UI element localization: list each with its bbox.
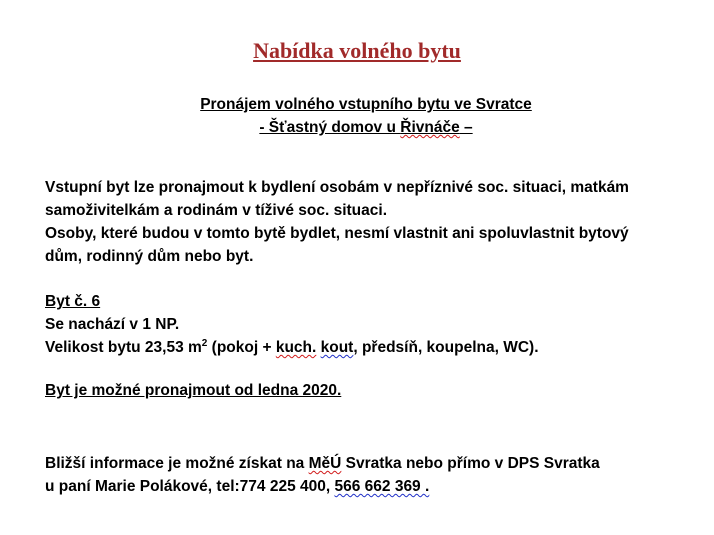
subtitle-line-2	[0, 118, 714, 138]
apartment-number: Byt č. 6	[45, 293, 101, 310]
apartment-size	[45, 336, 539, 359]
intro-line-1: Vstupní byt lze pronajmout k bydlení osobám v nepříznivé soc. situaci, matkám	[45, 179, 629, 196]
subtitle-line-2-prefix: - Šťastný domov u	[259, 119, 401, 136]
contact-line-2-prefix: u paní Marie Polákové, tel:774 225 400,	[45, 478, 335, 495]
intro-line-4: dům, rodinný dům nebo byt.	[45, 248, 254, 265]
page-title: Nabídka volného bytu	[253, 38, 461, 63]
contact-line-2	[45, 475, 429, 498]
subtitle-name-rivnace: Řivnáče	[400, 119, 460, 136]
contact-phone-2: 566 662 369 .	[334, 478, 430, 495]
intro-line-2: samoživitelkám a rodinám v tíživé soc. situaci.	[45, 202, 387, 219]
intro-line-3: Osoby, které budou v tomto bytě bydlet, nesmí vlastnit ani spoluvlastnit bytový	[45, 225, 629, 242]
contact-line-1-rest: Svratka nebo přímo v DPS Svratka	[341, 455, 600, 472]
apartment-size-prefix: Velikost bytu 23,53 m	[45, 339, 202, 356]
contact-line-1-prefix: Bližší informace je možné získat na	[45, 455, 309, 472]
apartment-size-kuch: kuch.	[275, 339, 317, 356]
contact-meu: MěÚ	[308, 455, 342, 472]
apartment-size-rest: , předsíň, koupelna, WC).	[353, 339, 539, 356]
apartment-size-kout: kout	[320, 339, 354, 356]
apartment-floor: Se nachází v 1 NP.	[45, 316, 180, 333]
availability-note: Byt je možné pronajmout od ledna 2020.	[45, 382, 342, 399]
subtitle-line-1: Pronájem volného vstupního bytu ve Svratce	[200, 96, 532, 113]
apartment-size-mid: (pokoj +	[207, 339, 276, 356]
contact-line-1	[45, 452, 600, 475]
apartment-size-superscript: 2	[201, 337, 208, 349]
subtitle-line-2-suffix: –	[459, 119, 473, 136]
